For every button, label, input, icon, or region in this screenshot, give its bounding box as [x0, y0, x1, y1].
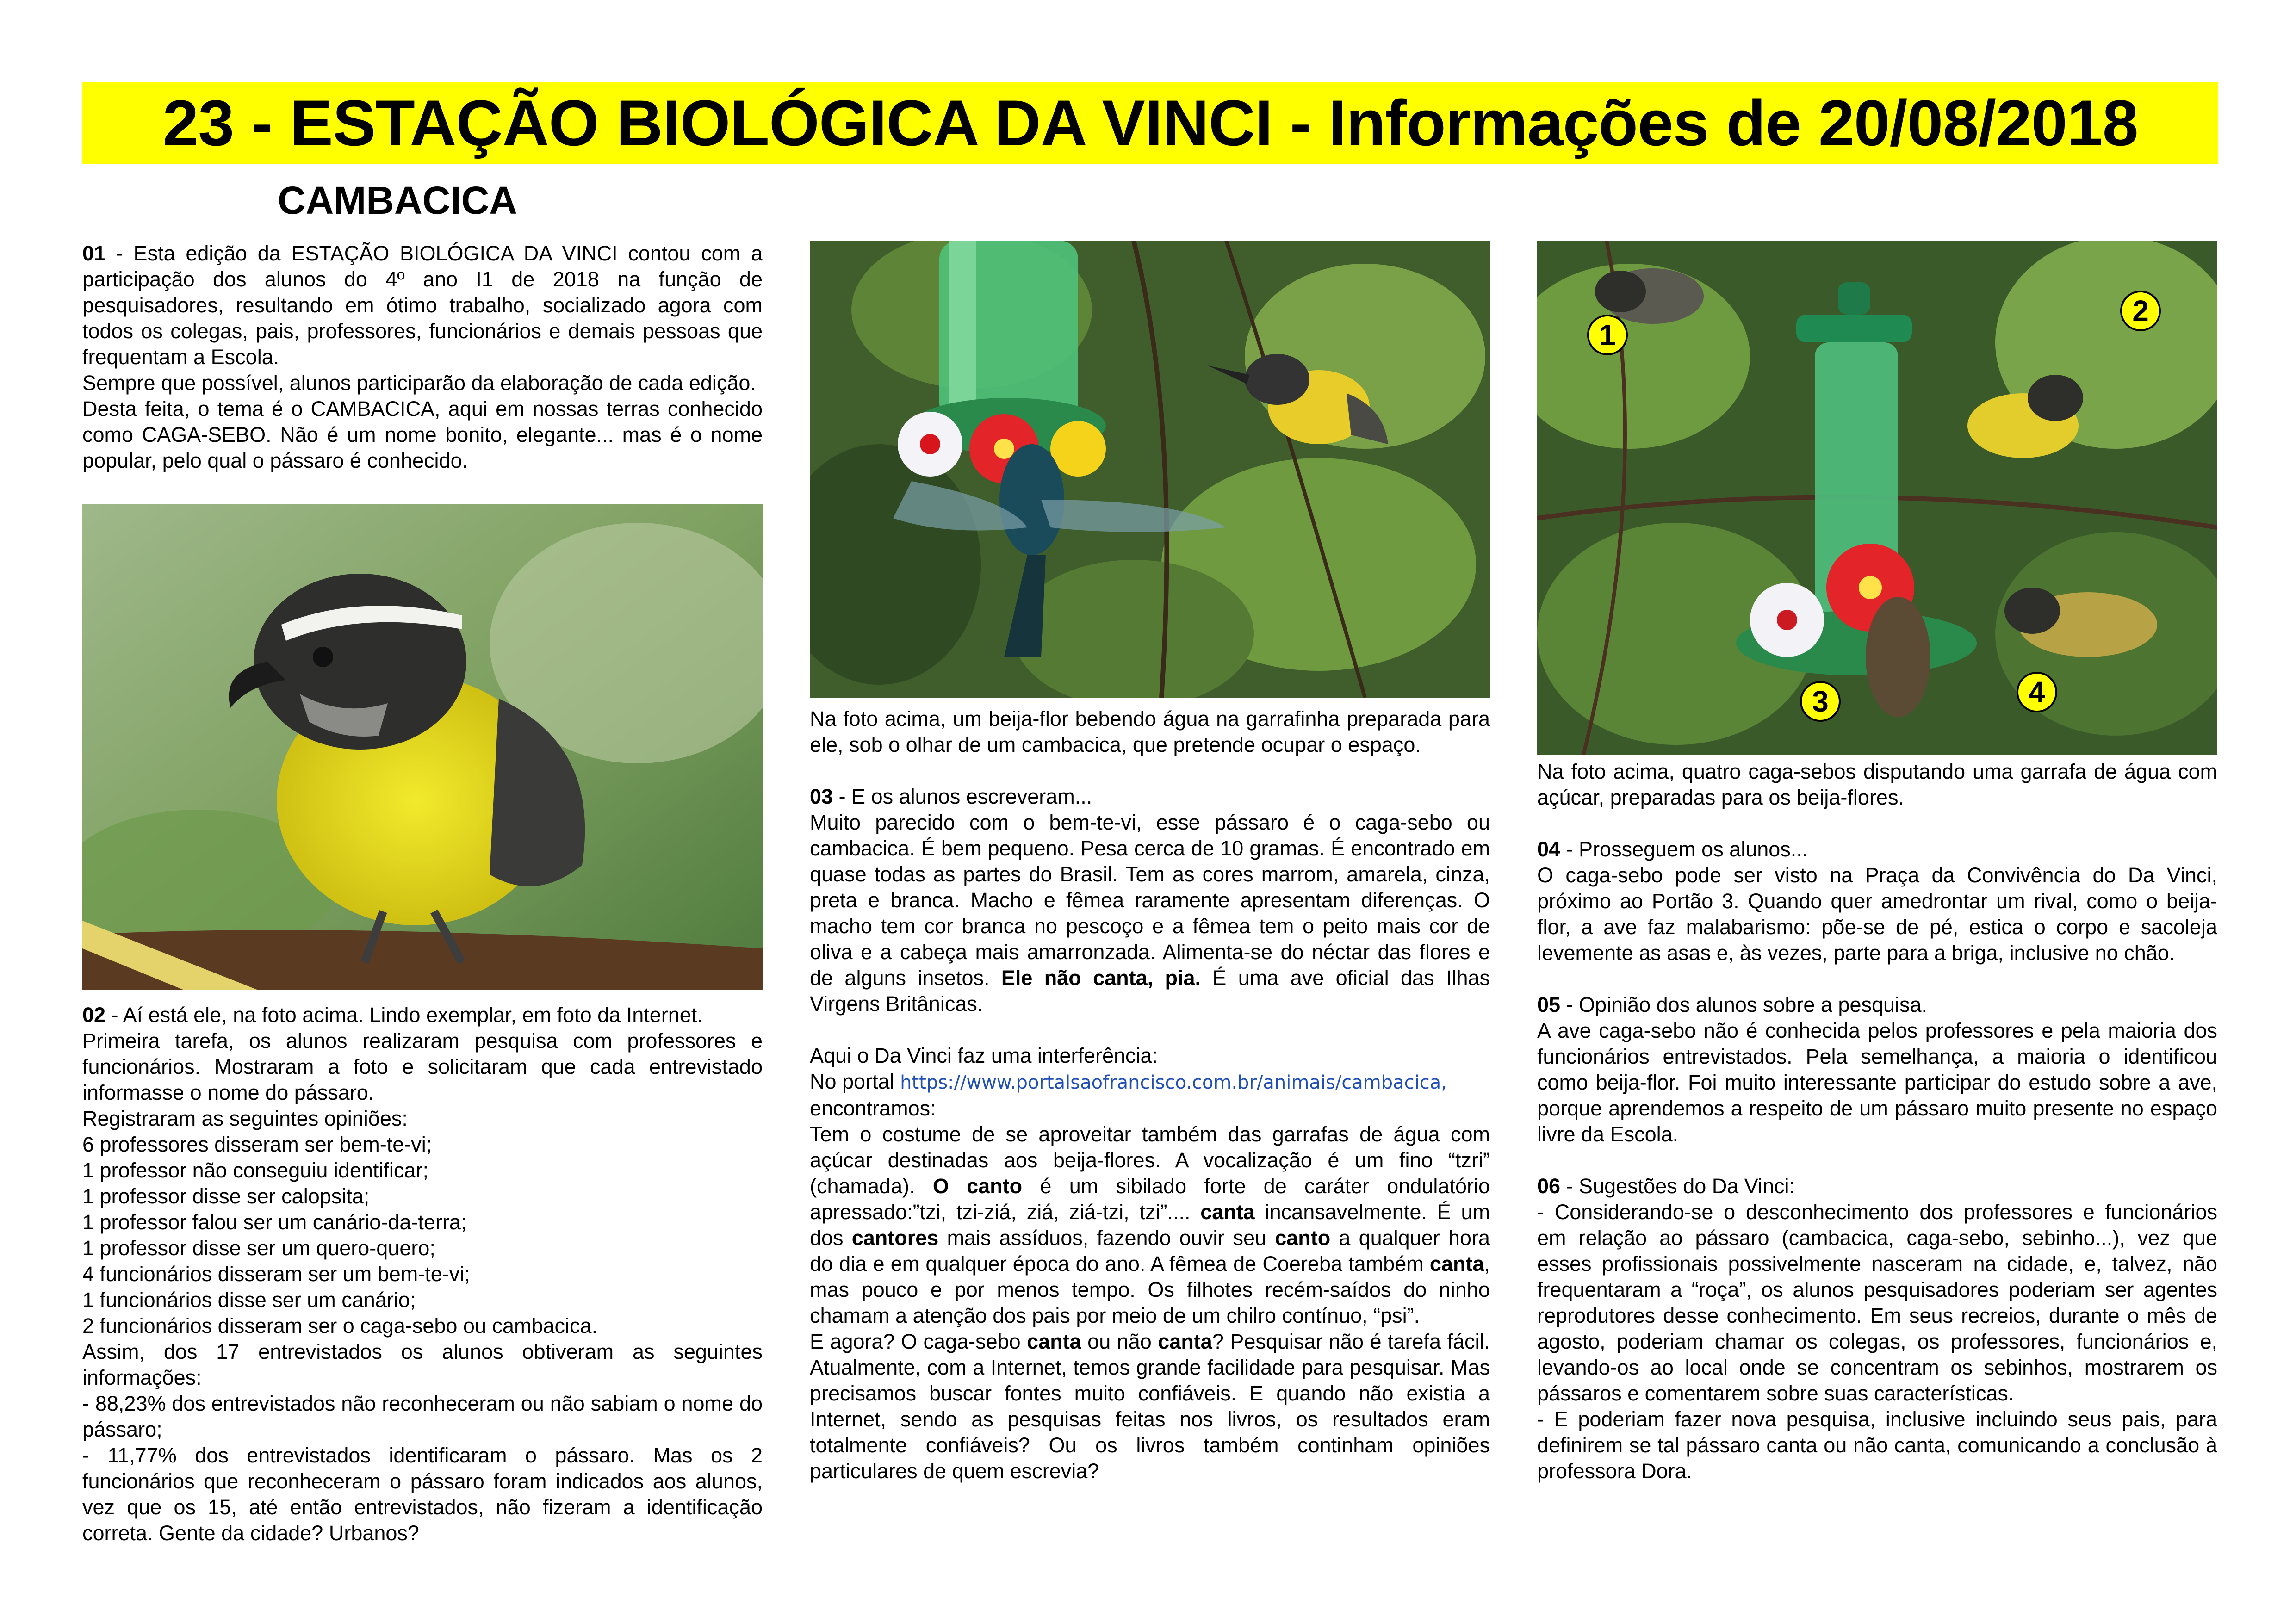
portal-quote: Tem o costume de se aproveitar também das garrafas de água com açúcar destinadas aos beija-flores. A vocalização é um fino “tzri” (chamada). O canto é um sibilado forte de caráter ondulatório apressado:”tzi, tzi-ziá, ziá, ziá-tzi, tzi”.... canta incansavelmente. É um dos cantores mais assíduos, fazendo ouvir seu canto a qualquer hora do dia e em qualquer época do ano. A fêmea de Coereba também canta, mas pouco e por menos tempo. Os filhotes recém-saídos do ninho chamam a atenção dos pais por meio de um chilro contínuo, “psi”. [810, 1122, 1490, 1327]
page-subtitle: CAMBACICA [278, 179, 517, 222]
paragraph-02-registry: Registraram as seguintes opiniões: [82, 1107, 408, 1130]
opinion-item: 1 funcionários disse ser um canário; [82, 1288, 416, 1312]
opinion-item: 2 funcionários disseram ser o caga-sebo ou cambacica. [82, 1314, 598, 1338]
paragraph-05-lead: 05 - Opinião dos alunos sobre a pesquisa. [1537, 993, 1928, 1016]
column-2-text [810, 706, 1490, 1484]
paragraph-02-summary: Assim, dos 17 entrevistados os alunos obtiveram as seguintes informações: [82, 1340, 763, 1389]
opinion-item: 6 professores disseram ser bem-te-vi; [82, 1133, 432, 1156]
paragraph-01c: Desta feita, o tema é o CAMBACICA, aqui em nossas terras conhecido como CAGA-SEBO. Não é um nome bonito, elegante... mas é o nome popular, pelo qual o pássaro é conhecido. [82, 397, 763, 472]
portal-link[interactable]: https://www.portalsaofrancisco.com.br/animais/cambacica, [900, 1072, 1447, 1093]
page-title: 23 - ESTAÇÃO BIOLÓGICA DA VINCI - Informações de 20/08/2018 [162, 87, 2138, 159]
reflection-paragraph: E agora? O caga-sebo canta ou não canta? Pesquisar não é tarefa fácil. Atualmente, com a Internet, temos grande facilidade para pesquisar. Mas precisamos buscar fontes muito confiáveis. E quando não existia a Internet, sendo as pesquisas feitas nos livros, os resultados eram totalmente confiáveis? Ou os livros também continham opiniões particulares de quem escrevia? [810, 1330, 1490, 1483]
column-1-intro [82, 241, 763, 474]
paragraph-02: Primeira tarefa, os alunos realizaram pesquisa com professores e funcionários. Mostraram a foto e solicitaram que cada entrevistado informasse o nome do pássaro. [82, 1029, 763, 1104]
paragraph-03-lead: 03 - E os alunos escreveram... [810, 785, 1092, 808]
paragraph-02-result-1: - 88,23% dos entrevistados não reconheceram ou não sabiam o nome do pássaro; [82, 1392, 763, 1441]
paragraph-04: O caga-sebo pode ser visto na Praça da Convivência do Da Vinci, próximo ao Portão 3. Quando quer amedrontar um rival, como o beija-flor, a ave faz malabarismo: põe-se de pé, estica o corpo e sacoleja levemente as asas e, às vezes, parte para a briga, inclusive no chão. [1537, 863, 2217, 965]
bird-number-badge-1: 1 [1587, 315, 1628, 355]
opinion-item: 1 professor falou ser um canário-da-terra; [82, 1210, 467, 1234]
interference-intro: Aqui o Da Vinci faz uma interferência: [810, 1044, 1158, 1067]
paragraph-02-result-2: - 11,77% dos entrevistados identificaram o pássaro. Mas os 2 funcionários que reconheceram o pássaro foram indicados aos alunos, vez que os 15, até então entrevistados, não fizeram a identificação correta. Gente da cidade? Urbanos? [82, 1443, 763, 1545]
photo-hummingbird-feeder [810, 241, 1490, 698]
bird-number-badge-4: 4 [2017, 672, 2057, 712]
found-line: encontramos: [810, 1096, 936, 1120]
opinion-item: 1 professor disse ser um quero-quero; [82, 1236, 435, 1260]
photo-bananaquit-portrait [82, 504, 763, 990]
column-3-text [1537, 759, 2217, 1484]
paragraph-06a: - Considerando-se o desconhecimento dos professores e funcionários em relação ao pássaro (cambacica, caga-sebo, sebinho...), vez que esses profissionais possivelmente nasceram na cidade, e, talvez, não frequentaram a “roça”, os alunos pesquisadores poderiam ser agentes reprodutores desse conhecimento. Em seus recreios, durante o mês de agosto, poderiam chamar os colegas, os professores, funcionários e, levando-os ao local onde se concentram os sebinhos, mostrarem os pássaros e comentarem sobre suas características. [1537, 1200, 2217, 1405]
opinion-item: 1 professor não conseguiu identificar; [82, 1158, 428, 1182]
opinion-item: 1 professor disse ser calopsita; [82, 1184, 370, 1208]
column-1-section-02 [82, 1002, 763, 1546]
bird-number-badge-2: 2 [2120, 291, 2161, 331]
paragraph-05: A ave caga-sebo não é conhecida pelos professores e pela maioria dos funcionários entrevistados. Pela semelhança, a maioria o identificou como beija-flor. Foi muito interessante participar do estudo sobre a ave, porque aprendemos a respeito de um pássaro muito presente no espaço livre da Escola. [1537, 1019, 2217, 1146]
paragraph-06-lead: 06 - Sugestões do Da Vinci: [1537, 1174, 1795, 1198]
photo-four-bananaquits [1537, 241, 2217, 755]
photo-caption-hummingbird: Na foto acima, um beija-flor bebendo água na garrafinha preparada para ele, sob o olhar de um cambacica, que pretende ocupar o espaço. [810, 707, 1490, 756]
paragraph-01: 01 - Esta edição da ESTAÇÃO BIOLÓGICA DA VINCI contou com a participação dos alunos do 4º ano I1 de 2018 na função de pesquisadores, resultando em ótimo trabalho, socializado agora com todos os colegas, pais, professores, funcionários e demais pessoas que frequentam a Escola. [82, 242, 763, 369]
paragraph-03: Muito parecido com o bem-te-vi, esse pássaro é o caga-sebo ou cambacica. É bem pequeno. Pesa cerca de 10 gramas. É encontrado em quase todas as partes do Brasil. Tem as cores marrom, amarela, cinza, preta e branca. Macho e fêmea raramente apresentam diferenças. O macho tem cor branca no pescoço e a fêmea tem o peito mais cor de oliva e a cabeça mais amarronzada. Alimenta-se do néctar das flores e de alguns insetos. Ele não canta, pia. É uma ave oficial das Ilhas Virgens Britânicas. [810, 811, 1490, 1016]
paragraph-06b: - E poderiam fazer nova pesquisa, inclusive incluindo seus pais, para definirem se tal pássaro canta ou não canta, comunicando a conclusão à professora Dora. [1537, 1407, 2217, 1483]
photo-caption-four-birds: Na foto acima, quatro caga-sebos disputando uma garrafa de água com açúcar, preparadas para os beija-flores. [1537, 760, 2217, 809]
portal-line: No portal https://www.portalsaofrancisco.com.br/animais/cambacica, [810, 1070, 1447, 1093]
title-banner [82, 82, 2218, 164]
bird-number-badge-3: 3 [1800, 681, 1841, 722]
paragraph-04-lead: 04 - Prosseguem os alunos... [1537, 837, 1808, 861]
paragraph-01b: Sempre que possível, alunos participarão da elaboração de cada edição. [82, 371, 756, 395]
paragraph-02-lead: 02 - Aí está ele, na foto acima. Lindo exemplar, em foto da Internet. [82, 1003, 703, 1027]
opinion-item: 4 funcionários disseram ser um bem-te-vi; [82, 1262, 470, 1286]
